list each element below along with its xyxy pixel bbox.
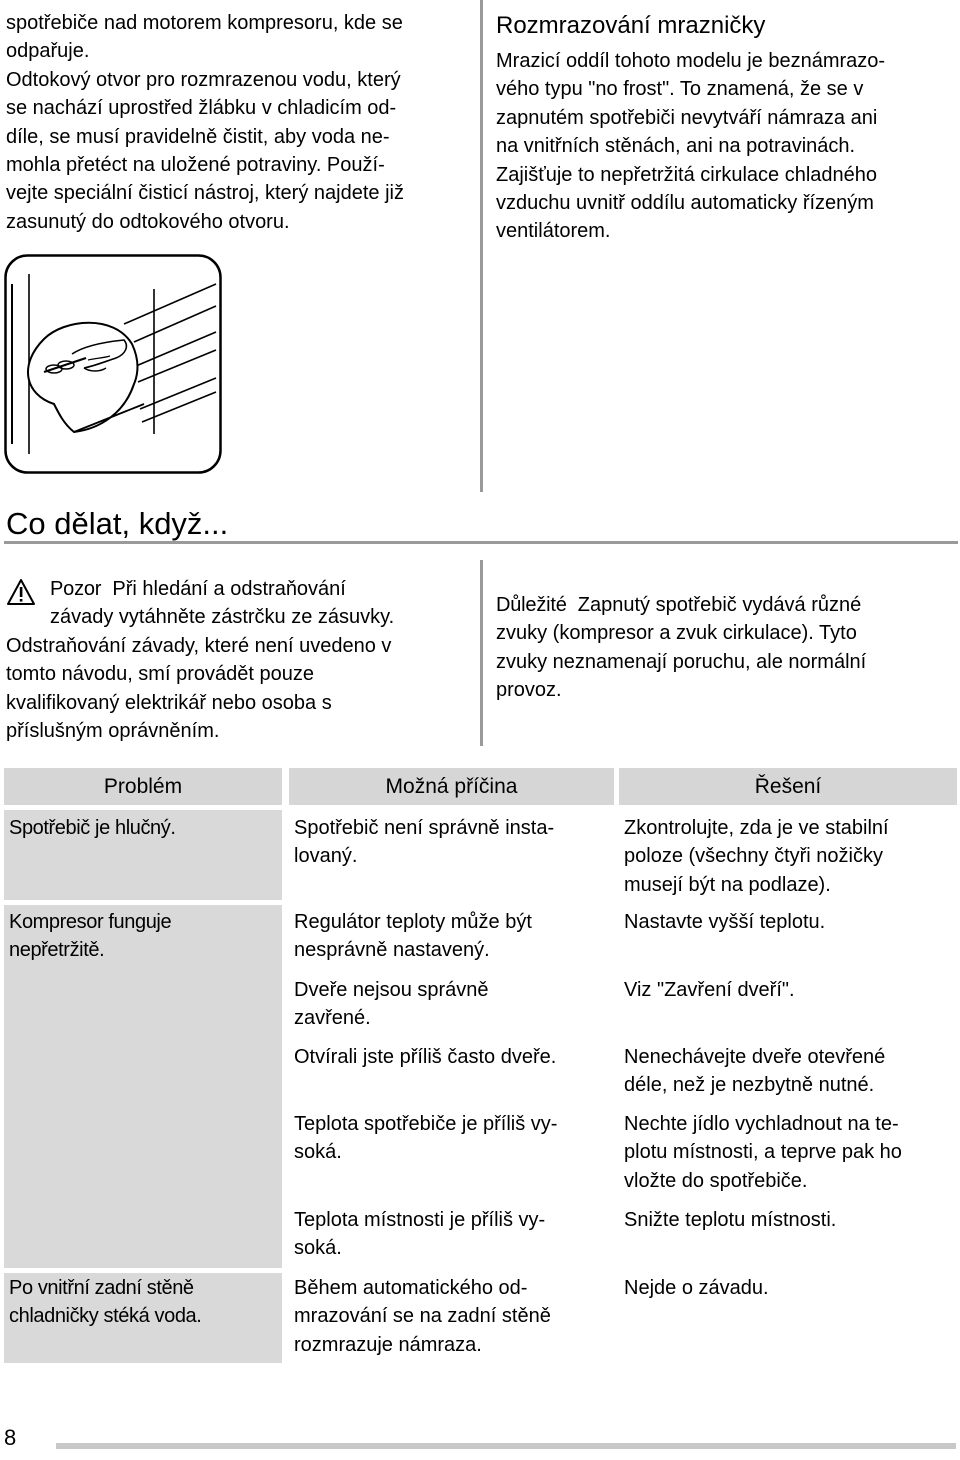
text-line: ventilátorem. xyxy=(496,220,611,243)
text-line: déle, než je nezbytně nutné. xyxy=(624,1074,875,1097)
solution-cell xyxy=(624,908,956,936)
problem-compressor-continuous xyxy=(9,908,171,965)
solution-cell xyxy=(624,1206,956,1234)
cause-cell xyxy=(294,814,614,871)
text-line: vejte speciální čisticí nástroj, který najdete již xyxy=(6,182,404,205)
text-line: soká. xyxy=(294,1237,342,1260)
text-line: zvuky neznamenají poruchu, ale normální xyxy=(496,650,867,673)
frost-free-paragraph xyxy=(496,47,958,246)
solution-cell xyxy=(624,976,956,1004)
text-line: spotřebiče nad motorem kompresoru, kde se xyxy=(6,12,403,34)
text-line: Kompresor funguje xyxy=(9,911,172,933)
cause-cell xyxy=(294,1206,614,1263)
text-line: soká. xyxy=(294,1141,342,1164)
text-line: Spotřebič není správně insta- xyxy=(294,817,555,839)
text-line: lovaný. xyxy=(294,845,358,868)
text-line: Teplota místnosti je příliš vy- xyxy=(294,1209,546,1231)
text-line: Spotřebič je hlučný. xyxy=(9,817,176,839)
text-line: Mrazicí oddíl tohoto modelu je beznámrazo- xyxy=(496,50,886,72)
warning-first-line xyxy=(6,575,474,603)
drain-cleaning-paragraph xyxy=(6,9,472,236)
text-line: provoz. xyxy=(496,679,562,702)
solution-cell xyxy=(624,1110,956,1195)
text-line: vzduchu uvnitř oddílu automaticky řízeným xyxy=(496,192,874,215)
text-line: vého typu "no frost". To znamená, že se v xyxy=(496,78,864,101)
text-line: Regulátor teploty může být xyxy=(294,911,532,933)
text-line: Nechte jídlo vychladnout na te- xyxy=(624,1113,899,1135)
text-line: Teplota spotřebiče je příliš vy- xyxy=(294,1113,558,1135)
text-line: vložte do spotřebiče. xyxy=(624,1169,808,1192)
text-line: Po vnitřní zadní stěně xyxy=(9,1277,194,1299)
text-line: zvuky (kompresor a zvuk cirkulace). Tyto xyxy=(496,622,857,645)
text-line: Odtokový otvor pro rozmrazenou vodu, který xyxy=(6,68,401,91)
defrosting-freezer-heading: Rozmrazování mrazničky xyxy=(496,12,766,39)
text-line: zavřené. xyxy=(294,1007,371,1030)
text-line: Nenechávejte dveře otevřené xyxy=(624,1046,886,1068)
text-line: zasunutý do odtokového otvoru. xyxy=(6,210,290,233)
solution-cell xyxy=(624,814,956,899)
text-line: mrazování se na zadní stěně xyxy=(294,1305,551,1328)
text-line: mohla přetéct na uložené potraviny. Použí- xyxy=(6,154,385,177)
text-line: nepřetržitě. xyxy=(9,939,105,962)
text-line: Během automatického od- xyxy=(294,1277,528,1299)
cause-cell xyxy=(294,1043,614,1071)
cause-cell xyxy=(294,908,614,965)
text-line: rozmrazuje námraza. xyxy=(294,1333,482,1356)
warning-note xyxy=(6,575,474,745)
column-divider xyxy=(480,560,483,746)
cause-cell xyxy=(294,1274,614,1359)
text-line: Viz "Zavření dveří". xyxy=(624,979,795,1001)
text-line: Snižte teplotu místnosti. xyxy=(624,1209,837,1231)
text-line: Odstraňování závady, které není uvedeno v xyxy=(6,634,392,657)
text-line: Zkontrolujte, zda je ve stabilní xyxy=(624,817,889,839)
important-first-line xyxy=(496,591,952,619)
table-header-problem: Problém xyxy=(4,768,282,805)
text-line: Nastavte vyšší teplotu. xyxy=(624,911,826,933)
warning-second-line: závady vytáhněte zástrčku ze zásuvky. xyxy=(50,606,395,629)
text-line: Nejde o závadu. xyxy=(624,1277,769,1299)
warning-text: Při hledání a odstraňování xyxy=(112,578,346,600)
text-line: Otvírali jste příliš často dveře. xyxy=(294,1046,557,1068)
text-line: chladničky stéká voda. xyxy=(9,1305,202,1328)
page-number: 8 xyxy=(4,1425,17,1450)
column-divider xyxy=(480,0,483,492)
troubleshooting-heading: Co dělat, když... xyxy=(6,506,229,541)
table-header-cause: Možná příčina xyxy=(289,768,614,805)
section-rule xyxy=(4,541,958,544)
text-line: tomto návodu, smí provádět pouze xyxy=(6,663,314,686)
table-header-solution: Řešení xyxy=(619,768,957,805)
warning-label: Pozor xyxy=(50,578,102,600)
important-text: Zapnutý spotřebič vydává různé xyxy=(577,594,862,616)
text-line: musejí být na podlaze). xyxy=(624,873,831,896)
footer-rule xyxy=(56,1443,956,1449)
text-line: se nachází uprostřed žlábku v chladicím od- xyxy=(6,97,397,120)
problem-noisy xyxy=(9,814,176,842)
problem-water-back-wall xyxy=(9,1274,201,1331)
text-line: Dveře nejsou správně xyxy=(294,979,489,1001)
text-line: nesprávně nastavený. xyxy=(294,939,490,962)
text-line: příslušným oprávněním. xyxy=(6,720,220,743)
text-line: Zajišťuje to nepřetržitá cirkulace chladného xyxy=(496,163,878,186)
cause-cell xyxy=(294,1110,614,1167)
text-line: na vnitřních stěnách, ani na potravinách. xyxy=(496,135,856,158)
text-line: kvalifikovaný elektrikář nebo osoba s xyxy=(6,691,332,714)
important-label: Důležité xyxy=(496,594,567,616)
text-line: zapnutém spotřebiči nevytváří námraza ani xyxy=(496,106,878,129)
cause-cell xyxy=(294,976,614,1033)
text-line: odpařuje. xyxy=(6,40,90,63)
important-note xyxy=(496,591,952,705)
drain-cleaning-tool-illustration xyxy=(4,254,222,474)
solution-cell xyxy=(624,1274,956,1302)
text-line: poloze (všechny čtyři nožičky xyxy=(624,845,883,868)
text-line: díle, se musí pravidelně čistit, aby voda ne- xyxy=(6,125,390,148)
text-line: plotu místnosti, a teprve pak ho xyxy=(624,1141,902,1164)
solution-cell xyxy=(624,1043,956,1100)
